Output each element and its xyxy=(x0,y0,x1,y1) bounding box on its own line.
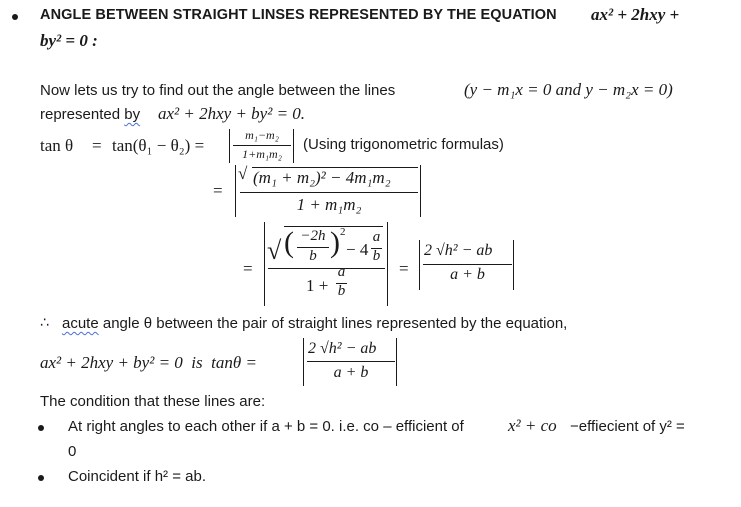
step3-den-one: 1 + xyxy=(306,276,329,295)
step3-rparen: ) xyxy=(330,226,340,259)
step1-abs-left xyxy=(229,129,230,163)
heading-math-2: by² = 0 : xyxy=(40,31,98,50)
condition-2-bullet xyxy=(38,475,44,481)
step3-inner-num: −2h xyxy=(300,228,326,244)
step3-eq: = xyxy=(243,259,253,278)
conclusion-res-fracbar xyxy=(307,361,395,362)
conclusion-res-den: a + b xyxy=(333,364,369,381)
step3-eq2: = xyxy=(399,259,409,278)
step3-lparen: ( xyxy=(284,226,294,259)
intro-line-2 xyxy=(40,106,140,123)
step3-inner-den: b xyxy=(309,248,317,264)
step1-fracbar xyxy=(233,145,291,146)
step3-main-fracbar xyxy=(268,268,385,269)
step3-minus-four: − 4 xyxy=(346,240,369,259)
step2-num: (m₁ + m₂)² − 4m₁m₂ xyxy=(253,168,391,187)
condition-1-tail: −effiecient of y² = xyxy=(570,418,685,435)
conclusion-rest: angle θ between the pair of straight lines represented by the equation, xyxy=(98,315,568,332)
step1-num: m₁−m₂ xyxy=(245,128,279,142)
condition-1-bullet xyxy=(38,425,44,431)
conditions-intro: The condition that these lines are: xyxy=(40,393,266,410)
heading-text: ANGLE BETWEEN STRAIGHT LINSES REPRESENTED BY THE EQUATION xyxy=(40,7,557,23)
condition-1-text: At right angles to each other if a + b = 0. i.e. co – efficient of xyxy=(68,418,464,435)
step3-res-den: a + b xyxy=(450,266,485,283)
intro-line-1-math: (y − m₁x = 0 and y − m₂x = 0) xyxy=(464,80,673,99)
step2-den: 1 + m₁m₂ xyxy=(296,195,362,214)
step3-abs-right xyxy=(387,222,388,306)
heading-math-1: ax² + 2hxy + xyxy=(591,5,680,24)
intro-line-2-math: ax² + 2hxy + by² = 0. xyxy=(158,104,306,123)
step3-sqrt-sign: √ xyxy=(267,236,282,265)
step3-res-abs-right xyxy=(513,240,514,290)
step1-abs-right xyxy=(293,129,294,163)
intro-line-2-by: by xyxy=(124,106,141,123)
step3-abs-left xyxy=(264,222,265,306)
intro-line-1: Now lets us try to find out the angle between the lines xyxy=(40,82,396,99)
step3-den-a: a xyxy=(337,264,346,280)
step1-den: 1+m₁m₂ xyxy=(242,147,282,161)
step1-tan: tan(θ₁ − θ₂) = xyxy=(112,136,205,155)
step1-eq: = xyxy=(92,136,102,155)
heading-bullet xyxy=(12,14,18,20)
conclusion-abs-right xyxy=(396,338,397,386)
step2-abs-right xyxy=(420,165,421,217)
step3-res-num: 2 √h² − ab xyxy=(424,242,493,259)
step2-sqrt-sign: √ xyxy=(238,164,248,183)
condition-2-text: Coincident if h² = ab. xyxy=(68,468,206,485)
intro-line-2-prefix: represented xyxy=(40,106,125,123)
therefore-symbol: ∴ xyxy=(40,315,49,331)
step3-square: 2 xyxy=(340,226,346,238)
conclusion-abs-left xyxy=(303,338,304,386)
step3-b: b xyxy=(372,248,381,264)
step2-fracbar xyxy=(240,192,418,193)
step1-note: (Using trigonometric formulas) xyxy=(303,136,504,153)
step1-lhs: tan θ xyxy=(40,136,74,155)
conclusion-res-num: 2 √h² − ab xyxy=(308,340,377,357)
condition-1-cont: 0 xyxy=(68,443,77,460)
step3-res-abs-left xyxy=(419,240,420,290)
step3-res-fracbar xyxy=(423,264,512,265)
condition-1-math: x² + co xyxy=(508,416,557,435)
step3-den-b: b xyxy=(337,283,346,299)
conclusion-line xyxy=(62,315,567,332)
step2-eq: = xyxy=(213,181,223,200)
step3-a: a xyxy=(372,229,381,245)
conclusion-acute: acute xyxy=(62,315,99,332)
step2-abs-left xyxy=(235,165,236,217)
conclusion-eq: ax² + 2hxy + by² = 0 is tanθ = xyxy=(40,353,257,372)
